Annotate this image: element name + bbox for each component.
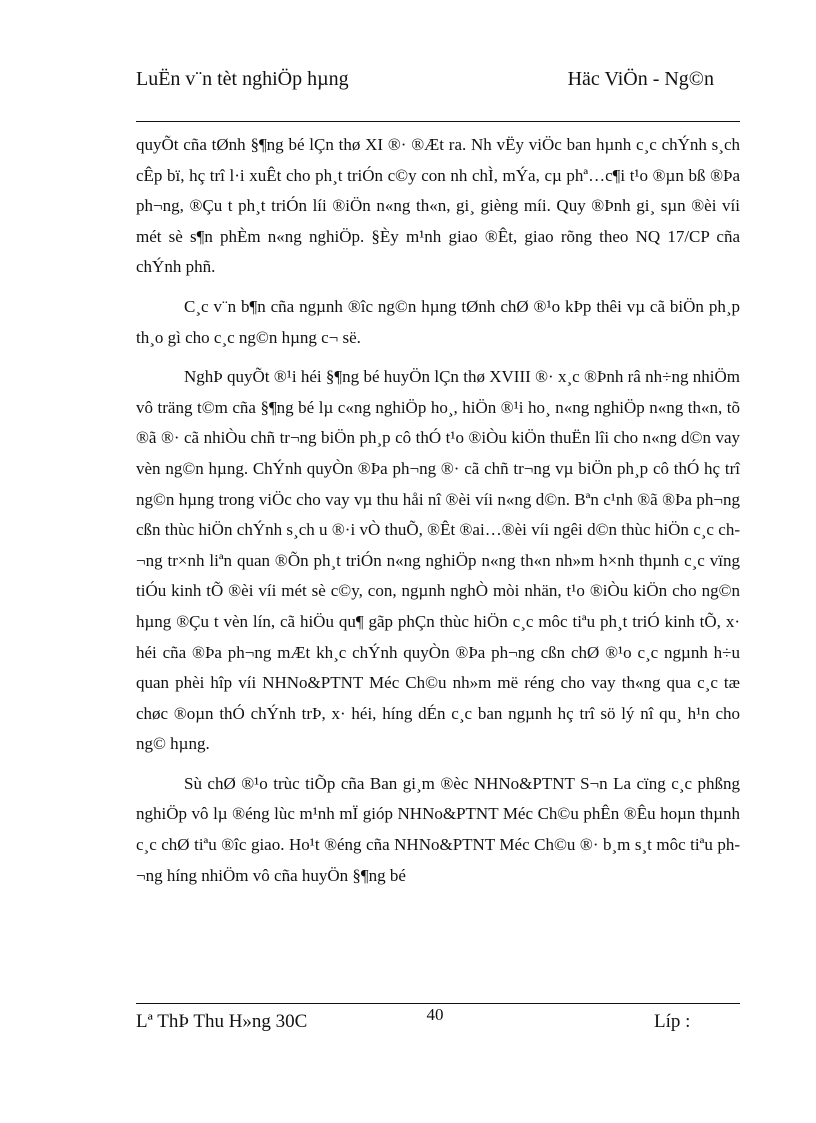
paragraph-1: quyÕt cña tØnh §¶ng bé lÇn thø XI ®· ®Æt ra. Nh vËy viÖc ban hµnh c¸c chÝnh s¸ch cÊp bï, hç trî l·i xuÊt cho ph¸t triÓn c©y con nh chÌ, mÝa, cµ phª…c¶i t¹o ®µn bß ®Þa ph¬ng, ®Çu t ph¸t triÓn líi ®iÖn n«ng th«n, gi¸ gièng míi. Quy ®Þnh gi¸ sµn ®èi víi mét sè s¶n phÈm n«ng nghiÖp. §Èy m¹nh giao ®Êt, giao rõng theo NQ 17/CP cña chÝnh phñ.: [136, 135, 740, 277]
header-left-title: LuËn v¨n tèt nghiÖp hµng: [136, 68, 349, 90]
paragraph-3: NghÞ quyÕt ®¹i héi §¶ng bé huyÖn lÇn thø XVIII ®· x¸c ®Þnh râ nh÷ng nhiÖm vô träng t©m cña §¶ng bé lµ c«ng nghiÖp ho¸, hiÖn ®¹i ho¸ n«ng nghiÖp n«ng th«n, tõ ®ã ®· cã nhiÒu chñ tr¬ng biÖn ph¸p cô thÓ t¹o ®iÒu kiÖn thuËn lîi cho n«ng d©n vay vèn ng©n hµng. ChÝnh quyÒn ®Þa ph¬ng ®· cã chñ tr¬ng vµ biÖn ph¸p cô thÓ hç trî ng©n hµng trong viÖc cho vay vµ thu håi nî ®èi víi n«ng d©n. Bªn c¹nh ®ã ®Þa ph¬ng cßn thùc hiÖn chÝnh s¸ch u ®·i vÒ thuÕ, ®Êt ®ai…®èi víi ngêi d©n thùc hiÖn c¸c ch¬ng tr×nh liªn quan ®Õn ph¸t triÓn n«ng nghiÖp n«ng th«n nh»m h×nh thµnh c¸c vïng tiÓu kinh tÕ ®èi víi mét sè c©y, con, ngµnh nghÒ mòi nhän, t¹o ®iÒu kiÖn cho ng©n hµng ®Çu t vèn lín, cã hiÖu qu¶ gãp phÇn thùc hiÖn c¸c môc tiªu ph¸t triÓ kinh tÕ, x· héi cña ®Þa ph¬ng mÆt kh¸c chÝnh quyÒn ®Þa ph¬ng cßn chØ ®¹o c¸c ngµnh h÷u quan phèi hîp víi NHNo&PTNT Méc Ch©u nh»m më réng cho vay th«ng qua c¸c tæ chøc ®oµn thÓ chÝnh trÞ, x· héi, híng dÉn c¸c ban ngµnh hç trî sö lý nî qu¸ h¹n cho ng© hµng.: [136, 367, 740, 754]
paragraph-4: Sù chØ ®¹o trùc tiÕp cña Ban gi¸m ®èc NHNo&PTNT S¬n La cïng c¸c phßng nghiÖp vô lµ ®éng lùc m¹nh mÏ gióp NHNo&PTNT Méc Ch©u phÊn ®Êu hoµn thµnh c¸c chØ tiªu ®îc giao. Ho¹t ®éng cña NHNo&PTNT Méc Ch©u ®· b¸m s¸t môc tiªu ph¬ng híng nhiÖm vô cña huyÖn §¶ng bé: [136, 773, 740, 885]
footer-divider: [136, 1003, 740, 1004]
body-text: [136, 130, 740, 891]
header-right-title: Häc ViÖn - Ng©n: [567, 68, 714, 90]
paragraph-2: C¸c v¨n b¶n cña ngµnh ®îc ng©n hµng tØnh chØ ®¹o kÞp thêi vµ cã biÖn ph¸p th¸o gì cho c¸c ng©n hµng c¬ së.: [136, 296, 740, 347]
page-number: 40: [426, 1005, 444, 1024]
footer-author: Lª ThÞ Thu H»ng 30C: [136, 1011, 308, 1032]
page-header: [136, 66, 740, 120]
footer-class-label: Líp :: [654, 1011, 691, 1032]
header-divider: [136, 121, 740, 122]
